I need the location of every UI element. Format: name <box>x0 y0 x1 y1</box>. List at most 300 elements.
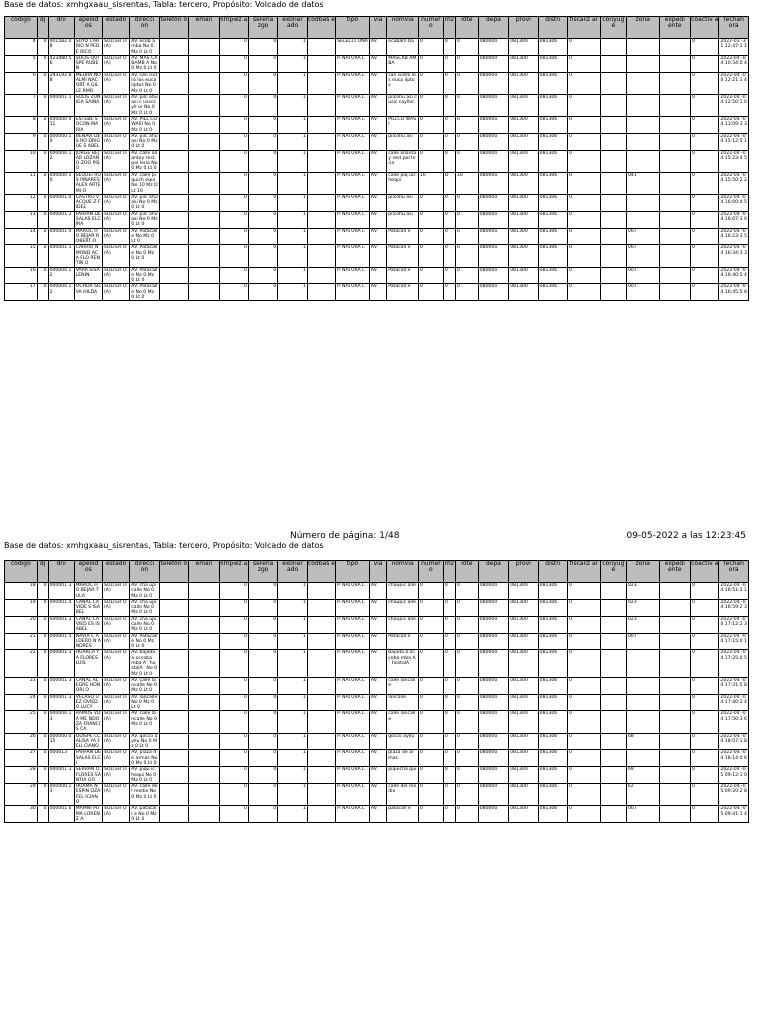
table-row <box>5 750 749 767</box>
cell-depa: 080000 <box>478 194 509 211</box>
column-header-serenazgo: serena zgo <box>248 17 277 39</box>
cell-apellidos: ESTEBE S OCON MARIA <box>74 116 102 133</box>
cell-dni: 401582 08 <box>48 39 74 56</box>
cell-via: AV. <box>369 616 386 633</box>
cell-via: AV. <box>369 711 386 733</box>
cell-email <box>189 228 220 245</box>
cell-coactiva: 0 <box>691 733 719 750</box>
cell-expediente <box>659 39 691 56</box>
cell-fiscalizar: 0 <box>568 267 601 284</box>
cell-direccion: AV. Patacall e No 0 Mz 0 Lt 0 <box>131 633 158 650</box>
cell-apellidos: CASTRO VACQUE Z FIDEL <box>75 194 101 211</box>
cell-direccion: AV. calle del medio No 0 Mz 0 Lt 0 <box>130 784 159 806</box>
cell-telefono <box>159 583 188 600</box>
cell-zona: 007 <box>626 633 659 650</box>
cell-conyuge <box>600 116 626 133</box>
cell-tipo: P. NATURA L <box>336 767 370 784</box>
cell-apellidos: BENAVI DES RO DRIGUE S ABEL <box>74 133 102 150</box>
cell-numero: 0 <box>418 650 443 677</box>
cell-numero: 0 <box>418 284 443 301</box>
cell-fiscalizar: 0 <box>568 650 601 677</box>
cell-serenazgo: 0 <box>248 633 277 650</box>
cell-codbase <box>307 172 335 194</box>
table-row <box>5 94 749 116</box>
cell-serenazgo: 0 <box>248 94 277 116</box>
cell-provi: 081300 <box>509 116 538 133</box>
cell-estado: SOLTER O (A) <box>103 172 130 194</box>
cell-depa: 080000 <box>478 633 509 650</box>
column-header-dni: dni <box>48 561 74 583</box>
cell-conyuge <box>600 245 626 267</box>
cell-conyuge <box>600 94 626 116</box>
cell-mz: 0 <box>443 39 455 56</box>
cell-fechahora: 2022-04 -04 15:23:4 5 <box>719 150 749 172</box>
cell-distri: 081306 <box>538 94 567 116</box>
cell-telefono <box>159 694 188 711</box>
cell-limpieza: 0 <box>219 150 248 172</box>
cell-serenazgo: 0 <box>248 599 277 616</box>
cell-codigo: 18 <box>5 583 38 600</box>
cell-depa: 080000 <box>478 784 509 806</box>
cell-lote: 0 <box>455 784 478 806</box>
cell-expediente <box>659 133 691 150</box>
column-header-telefono: telefon o <box>159 561 188 583</box>
cell-conyuge <box>600 211 626 228</box>
cell-numero: 0 <box>418 267 443 284</box>
cell-codbase <box>307 150 335 172</box>
column-header-zona: zona <box>626 17 659 39</box>
cell-zona: 68 <box>626 733 659 750</box>
cell-apellidos: JORGE BEJAR LOZANO ZOO PISO <box>74 150 102 172</box>
cell-direccion: AV. Patacall e No 0 Mz 0 Lt 0 <box>131 284 158 300</box>
column-header-fechahora: fechah ora <box>719 17 749 39</box>
cell-coactiva: 0 <box>691 72 719 94</box>
cell-apellidos: NAVIA C ALDERO N ANDRES <box>75 633 102 650</box>
cell-direccion: AV. cha upicalle No 0 Mz 0 Lt 0 <box>130 599 159 616</box>
cell-fiscalizar: 0 <box>568 284 601 301</box>
cell-via: AV. <box>369 784 386 806</box>
cell-via: AV. <box>369 39 386 56</box>
column-header-provi: provi <box>509 17 538 39</box>
cell-fechahora: 2022-04 -04 15:50:2 2 <box>719 172 749 194</box>
cell-tipo: P. NATURA L <box>336 267 370 284</box>
cell-codigo: 14 <box>5 228 38 245</box>
cell-numero: 0 <box>418 784 443 806</box>
cell-codbase <box>307 284 335 301</box>
cell-coactiva: 0 <box>691 694 719 711</box>
cell-tipo: P. NATURA L <box>336 733 370 750</box>
cell-provi: 081300 <box>509 194 538 211</box>
cell-estado: SOLTER O (A) <box>103 750 130 767</box>
cell-expediente <box>659 806 691 823</box>
cell-zona: 007 <box>626 806 659 823</box>
cell-email <box>189 599 220 616</box>
cell-codigo: 19 <box>5 599 38 616</box>
cell-expediente <box>659 650 691 677</box>
cell-limpieza: 0 <box>219 55 248 72</box>
cell-distri: 081306 <box>538 245 567 267</box>
cell-expediente <box>659 616 691 633</box>
cell-exonerado: 1 <box>278 599 307 616</box>
cell-fechahora: 2022-04 -04 16:59:2 3 <box>719 599 749 616</box>
cell-mz: 0 <box>443 694 455 711</box>
cell-numero: 0 <box>418 72 443 94</box>
cell-dni: 000001 5 <box>48 633 74 650</box>
cell-fiscalizar: 0 <box>568 583 601 600</box>
column-header-dj: dj <box>37 561 48 583</box>
cell-direccion: AV. cha upicalle No 0 Mz 0 Lt 0 <box>130 583 159 600</box>
cell-direccion: AV. Patacall e No 0 Mz 0 Lt 0 <box>131 267 158 284</box>
cell-serenazgo: 0 <box>248 116 277 133</box>
cell-apellidos: FARFAN DE SALAS ELCIRA <box>75 211 101 228</box>
cell-nomvia: piquicha qui <box>387 767 419 784</box>
cell-codbase <box>307 733 335 750</box>
cell-distri: 081306 <box>538 228 567 245</box>
cell-codigo: 13 <box>5 211 38 228</box>
column-header-nomvia: nomvia <box>387 561 419 583</box>
cell-estado: SOLTER O (A) <box>103 677 130 694</box>
cell-fechahora: 2022-04 -04 18:14:0 6 <box>719 750 749 767</box>
cell-estado: SOLTER O (A) <box>103 711 130 733</box>
cell-direccion: AV. pilc ahuasi No 0 Mz 0 Lt 0 <box>131 211 158 228</box>
column-header-codbase: codbas e <box>307 17 335 39</box>
cell-numero: 0 <box>418 677 443 694</box>
cell-tipo: SELECCI ONA <box>336 39 370 56</box>
cell-via: AV. <box>369 150 386 172</box>
cell-depa: 080000 <box>478 806 509 823</box>
cell-coactiva: 0 <box>691 267 719 284</box>
cell-dj: 0 <box>37 55 48 72</box>
cell-zona <box>626 211 659 228</box>
cell-coactiva: 0 <box>691 599 719 616</box>
cell-lote: 0 <box>455 133 478 150</box>
cell-zona <box>626 750 659 767</box>
cell-mz: 0 <box>443 599 455 616</box>
cell-provi: 081300 <box>509 750 538 767</box>
cell-lote: 0 <box>455 72 478 94</box>
cell-direccion: AV. san isidro los euca liptos No 0 Mz 0 Lt 0 <box>130 72 159 94</box>
cell-codbase <box>307 72 335 94</box>
cell-apellidos: SEQUEI ROS PINARES ALEX ARTEMI O <box>75 172 102 194</box>
cell-tipo: P. NATURA L <box>336 650 370 677</box>
cell-expediente <box>659 72 691 94</box>
cell-dni: 000001 6 <box>48 806 74 823</box>
cell-fiscalizar: 0 <box>568 245 601 267</box>
cell-fechahora: 2022-04 -04 16:23:3 5 <box>719 228 749 245</box>
cell-lote: 0 <box>455 39 478 56</box>
cell-dni: 000001 3 <box>48 616 74 633</box>
column-header-dni: dni <box>48 17 74 39</box>
cell-conyuge <box>600 284 626 301</box>
cell-zona <box>626 116 659 133</box>
cell-estado: SOLTER O (A) <box>103 150 130 172</box>
cell-expediente <box>659 194 691 211</box>
cell-codbase <box>307 750 335 767</box>
cell-serenazgo: 0 <box>248 767 277 784</box>
cell-codbase <box>307 694 335 711</box>
column-header-tipo: tipo <box>336 561 370 583</box>
cell-fiscalizar: 0 <box>568 733 601 750</box>
cell-dj: 0 <box>37 116 48 133</box>
cell-codigo: 25 <box>5 711 38 733</box>
cell-estado: SOLTER O (A) <box>103 284 130 301</box>
table-row <box>5 677 749 694</box>
cell-fechahora: 2022-03 -31 12:47:1 1 <box>719 39 749 56</box>
cell-direccion: AV. calle piquich equi No 10 Mz D Lt 10 <box>131 172 158 194</box>
cell-coactiva: 0 <box>691 39 719 56</box>
cell-tipo: P. NATURA L <box>336 72 370 94</box>
cell-depa: 080000 <box>478 133 509 150</box>
cell-fechahora: 2022-04 -04 17:40:2 4 <box>719 694 749 711</box>
cell-via: AV. <box>369 633 386 650</box>
cell-fiscalizar: 0 <box>568 750 601 767</box>
cell-fechahora: 2022-04 -04 16:45:5 8 <box>719 284 749 301</box>
cell-provi: 081300 <box>509 711 538 733</box>
cell-direccion: AV. pilc ahuasi No 0 Mz 0 Lt 0 <box>131 194 158 211</box>
cell-tipo: P. NATURA L <box>336 583 370 600</box>
cell-conyuge <box>600 228 626 245</box>
cell-dni: 000001 3 <box>48 694 74 711</box>
cell-fiscalizar: 0 <box>568 72 601 94</box>
cell-numero: 0 <box>418 583 443 600</box>
cell-distri: 081306 <box>538 650 567 677</box>
cell-telefono <box>159 711 188 733</box>
cell-nomvia: pilcohu asi <box>387 133 419 150</box>
cell-limpieza: 0 <box>219 599 248 616</box>
cell-via: AV. <box>369 194 386 211</box>
cell-distri: 081306 <box>538 694 567 711</box>
table-row <box>5 806 749 823</box>
cell-provi: 081300 <box>509 677 538 694</box>
cell-email <box>189 72 220 94</box>
column-header-nomvia: nomvia <box>387 17 419 39</box>
cell-dj: 0 <box>37 633 48 650</box>
column-header-codbase: codbas e <box>307 561 335 583</box>
cell-provi: 081300 <box>509 39 538 56</box>
cell-depa: 080000 <box>478 211 509 228</box>
cell-limpieza: 0 <box>219 733 248 750</box>
cell-via: AV. <box>369 116 386 133</box>
cell-via: AV. <box>369 245 386 267</box>
cell-dj: 0 <box>37 733 48 750</box>
cell-telefono <box>159 150 188 172</box>
cell-codigo: 9 <box>5 133 38 150</box>
cell-exonerado: 1 <box>278 750 307 767</box>
cell-provi: 081300 <box>509 767 538 784</box>
cell-nomvia: patacall e <box>387 806 419 823</box>
cell-email <box>189 39 220 56</box>
cell-expediente <box>659 767 691 784</box>
cell-lote: 0 <box>455 245 478 267</box>
cell-nomvia: Patacall e <box>387 245 419 267</box>
cell-numero: 0 <box>418 39 443 56</box>
cell-limpieza: 0 <box>219 784 248 806</box>
cell-via: AV. <box>369 733 386 750</box>
cell-fiscalizar: 0 <box>568 616 601 633</box>
cell-serenazgo: 0 <box>248 733 277 750</box>
cell-zona <box>626 150 659 172</box>
cell-mz: 0 <box>443 245 455 267</box>
cell-fiscalizar: 0 <box>568 116 601 133</box>
cell-email <box>189 150 220 172</box>
cell-tipo: P. NATURA L <box>336 806 370 823</box>
cell-estado: SOLTER O (A) <box>103 116 130 133</box>
column-header-expediente: expedi ente <box>659 561 691 583</box>
cell-coactiva: 0 <box>691 711 719 733</box>
cell-codbase <box>307 784 335 806</box>
cell-codbase <box>307 767 335 784</box>
print-date: 09-05-2022 a las 12:23:45 <box>626 531 746 541</box>
cell-expediente <box>659 583 691 600</box>
cell-mz: 0 <box>443 650 455 677</box>
cell-apellidos: QUISPE CCALISA YA FELI CIANO <box>74 733 102 750</box>
cell-numero: 10 <box>418 172 443 194</box>
cell-depa: 080000 <box>478 228 509 245</box>
cell-serenazgo: 0 <box>248 150 277 172</box>
cell-coactiva: 0 <box>691 55 719 72</box>
cell-depa: 080000 <box>478 172 509 194</box>
cell-expediente <box>659 711 691 733</box>
cell-mz: D <box>443 172 455 194</box>
cell-codigo: 21 <box>5 633 38 650</box>
cell-serenazgo: 0 <box>248 750 277 767</box>
cell-fiscalizar: 0 <box>568 711 601 733</box>
cell-exonerado: 1 <box>278 94 307 116</box>
column-header-provi: provi <box>509 561 538 583</box>
cell-telefono <box>159 284 188 301</box>
cell-numero: 0 <box>418 211 443 228</box>
cell-exonerado: 1 <box>278 677 307 694</box>
cell-tipo: P. NATURA L <box>336 150 370 172</box>
cell-limpieza: 0 <box>219 284 248 301</box>
cell-exonerado: 1 <box>278 583 307 600</box>
cell-via: AV. <box>369 133 386 150</box>
cell-limpieza: 0 <box>219 583 248 600</box>
cell-conyuge <box>600 616 626 633</box>
cell-estado: SOLTER O (A) <box>103 267 130 284</box>
cell-fiscalizar: 0 <box>568 39 601 56</box>
cell-dni: 423480 56 <box>48 55 74 72</box>
cell-fiscalizar: 0 <box>568 806 601 823</box>
cell-direccion: AV. qocco ayllu No 0 Mz 0 Lt 0 <box>131 733 158 750</box>
cell-mz: 0 <box>443 677 455 694</box>
column-header-exonerado: exoner ado <box>278 561 307 583</box>
cell-direccion: AV. calle ollantay rest.pol leria No 0 Mz 0 Lt 0 <box>131 150 158 172</box>
cell-fiscalizar: 0 <box>568 767 601 784</box>
cell-lote: 0 <box>455 733 478 750</box>
table-row <box>5 228 749 245</box>
cell-depa: 080000 <box>478 750 509 767</box>
column-header-tipo: tipo <box>336 17 370 39</box>
cell-dni: 000000 10 <box>48 133 74 150</box>
cell-tipo: P. NATURA L <box>336 599 370 616</box>
cell-mz: 0 <box>443 616 455 633</box>
cell-codbase <box>307 228 335 245</box>
cell-zona <box>626 39 659 56</box>
cell-coactiva: 0 <box>691 284 719 301</box>
cell-codbase <box>307 650 335 677</box>
cell-via: AV. <box>369 650 386 677</box>
cell-tipo: P. NATURA L <box>336 116 370 133</box>
column-header-dj: dj <box>37 17 48 39</box>
cell-telefono <box>159 806 188 823</box>
column-header-lote: lote <box>455 17 478 39</box>
cell-conyuge <box>600 133 626 150</box>
cell-lote: 0 <box>455 194 478 211</box>
cell-limpieza: 0 <box>219 116 248 133</box>
cell-serenazgo: 0 <box>248 677 277 694</box>
cell-lote: 0 <box>455 150 478 172</box>
cell-lote: 0 <box>455 650 478 677</box>
column-header-numero: numer o <box>418 17 443 39</box>
cell-conyuge <box>600 677 626 694</box>
cell-limpieza: 0 <box>219 616 248 633</box>
cell-zona: 62 <box>626 784 659 806</box>
cell-mz: 0 <box>443 228 455 245</box>
cell-fiscalizar: 0 <box>568 94 601 116</box>
cell-apellidos: SOLIS QUISPE RUBEN <box>74 55 102 72</box>
column-header-depa: depa <box>478 561 509 583</box>
cell-numero: 0 <box>418 694 443 711</box>
cell-estado: SOLTER O (A) <box>103 55 130 72</box>
cell-nomvia: calle lancalle <box>387 711 419 733</box>
cell-zona: 041 <box>626 172 659 194</box>
cell-codbase <box>307 133 335 150</box>
cell-via: AV. <box>369 694 386 711</box>
cell-estado: SOLTER O (A) <box>103 694 130 711</box>
cell-dni: 000001 0 <box>48 194 74 211</box>
cell-zona <box>626 55 659 72</box>
cell-email <box>189 750 220 767</box>
cell-nomvia: Patacall e <box>387 267 419 284</box>
cell-codbase <box>307 583 335 600</box>
cell-telefono <box>159 228 188 245</box>
cell-nomvia: calle lancalle <box>387 677 419 694</box>
cell-expediente <box>659 784 691 806</box>
cell-codigo: 28 <box>5 767 38 784</box>
cell-tipo: P. NATURA L <box>336 55 370 72</box>
cell-limpieza: 0 <box>219 72 248 94</box>
cell-codbase <box>307 267 335 284</box>
cell-lote: 0 <box>455 633 478 650</box>
cell-tipo: P. NATURA L <box>336 694 370 711</box>
cell-tipo: P. NATURA L <box>336 194 370 211</box>
cell-direccion: AV. patacall e No 0 Mz 0 Lt 0 <box>130 806 159 823</box>
cell-expediente <box>659 284 691 301</box>
cell-zona: 007 <box>626 284 659 301</box>
cell-limpieza: 0 <box>219 750 248 767</box>
cell-limpieza: 0 <box>219 694 248 711</box>
cell-limpieza: 0 <box>219 228 248 245</box>
cell-email <box>189 172 220 194</box>
cell-conyuge <box>600 633 626 650</box>
cell-estado: SOLTER O (A) <box>103 767 130 784</box>
cell-direccion: AV. ecob amba No 0 Mz 0 Lt 0 <box>130 39 159 56</box>
cell-mz: 0 <box>443 284 455 301</box>
cell-zona: 023 <box>626 599 659 616</box>
cell-apellidos: VELASQ UEZ OVIEDO LUCY <box>74 694 102 711</box>
cell-apellidos: RAMOS VDA ME NDOZA FRANCIS CA <box>74 711 102 733</box>
column-header-expediente: expedi ente <box>659 17 691 39</box>
cell-direccion: AV. Patacall e No 0 Mz 0 Lt 0 <box>130 245 159 267</box>
cell-lote: 0 <box>455 228 478 245</box>
cell-conyuge <box>600 267 626 284</box>
cell-dj: 0 <box>37 583 48 600</box>
cell-exonerado: 1 <box>278 711 307 733</box>
cell-dj: 0 <box>37 245 48 267</box>
cell-numero: 0 <box>418 150 443 172</box>
cell-fechahora: 2022-04 -05 09:12:1 0 <box>719 767 749 784</box>
